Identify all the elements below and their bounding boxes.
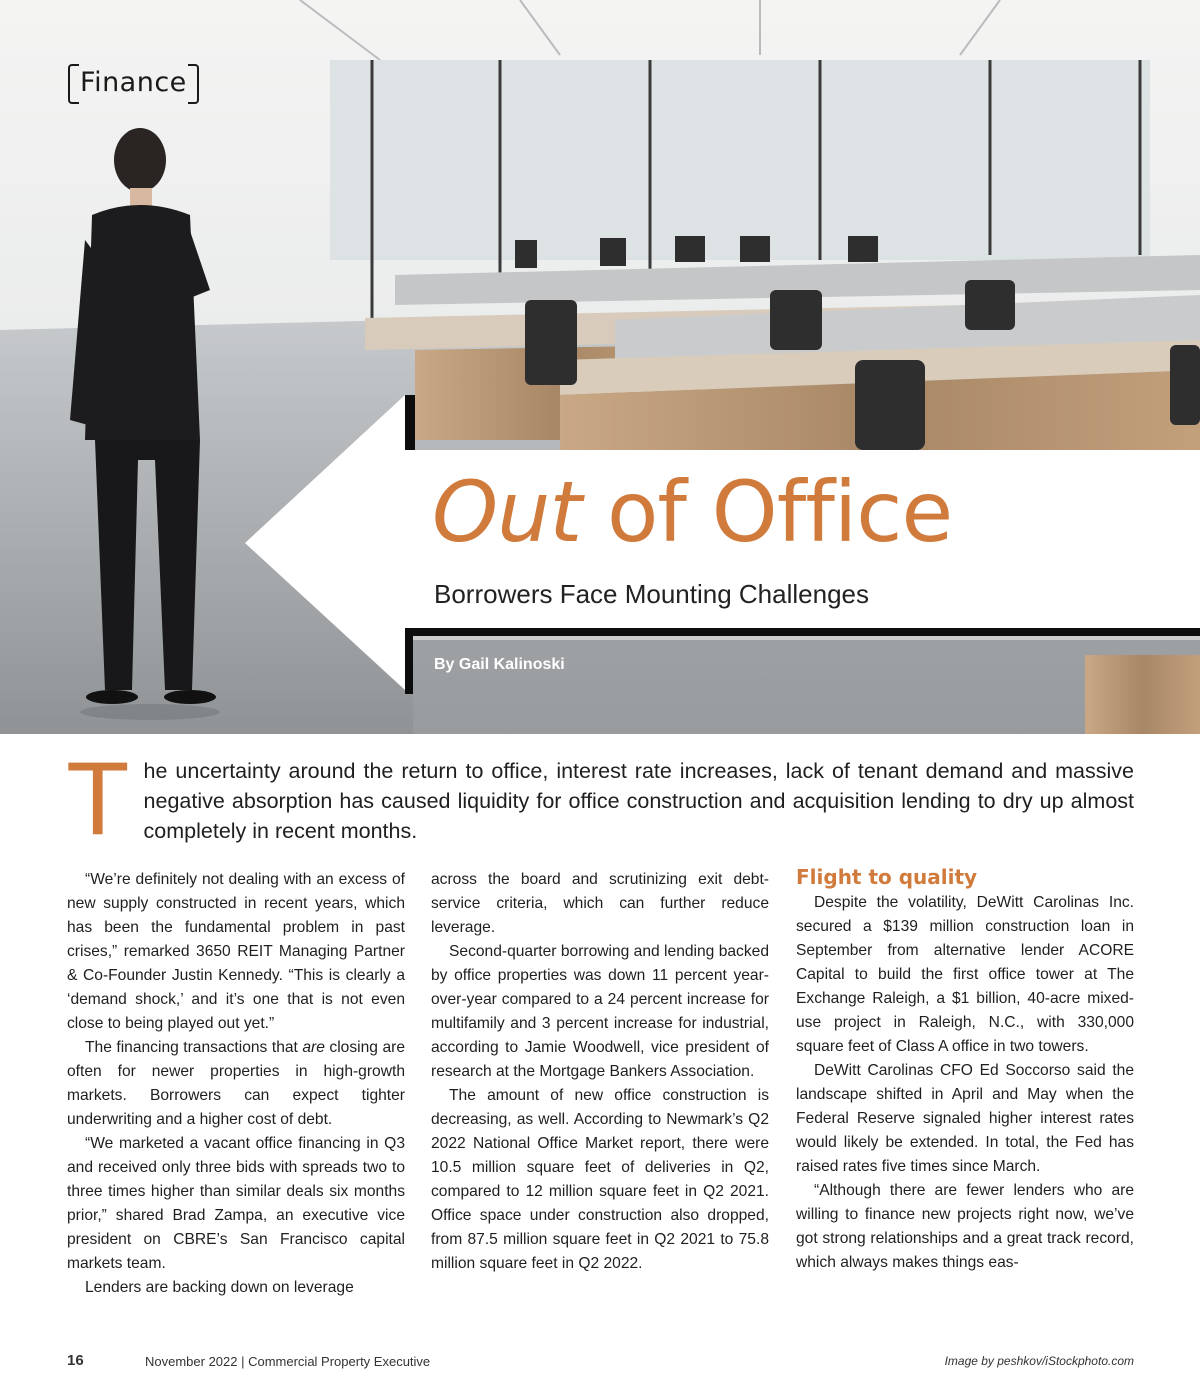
headline-rest: of Office — [581, 463, 953, 561]
article-column-3 — [796, 865, 1134, 1275]
emphasis: are — [302, 1039, 325, 1056]
article-column-2 — [431, 868, 769, 1276]
drop-cap: T — [66, 741, 130, 857]
publication-line: November 2022 | Commercial Property Executive — [145, 1354, 431, 1369]
paragraph: The financing transactions that are closing are often for newer properties in high-growth markets. Borrowers can expect tighter underwriting and a higher cost of debt. — [67, 1039, 405, 1128]
lede-text: he uncertainty around the return to office, interest rate increases, lack of tenant demand and massive negative absorption has caused liquidity for office construction and acquisition lending to dry up almost completely in recent months. — [143, 759, 1134, 843]
paragraph: Second-quarter borrowing and lending backed by office properties was down 11 percent year-over-year compared to a 24 percent increase for multifamily and 3 percent increase for industrial, according to Jamie Woodwell, vice president of research at the Mortgage Bankers Association. — [431, 943, 769, 1080]
byline: By Gail Kalinoski — [434, 656, 565, 673]
image-credit: Image by peshkov/iStockphoto.com — [944, 1354, 1134, 1368]
headline — [432, 462, 952, 562]
section-tag: Finance — [68, 64, 199, 102]
paragraph: Despite the volatility, DeWitt Carolinas Inc. secured a $139 million construction loan in September from alternative lender ACORE Capital to build the first office tower at The Exchange Raleigh, a $1 billion, 40-acre mixed-use project in Raleigh, N.C., with 330,000 square feet of Class A office in two towers. — [796, 894, 1134, 1055]
paragraph: DeWitt Carolinas CFO Ed Soccorso said the landscape shifted in April and May when the Federal Reserve signaled higher interest rates would likely be extended. In total, the Fed has raised rates five times since March. — [796, 1062, 1134, 1175]
paragraph: Lenders are backing down on leverage — [85, 1279, 354, 1296]
article-column-1 — [67, 868, 405, 1300]
paragraph: “Although there are fewer lenders who are willing to finance new projects right now, we’ve got strong relationships and a great track record, which always makes things eas- — [796, 1182, 1134, 1271]
lede-paragraph — [66, 741, 1134, 857]
paragraph: “We’re definitely not dealing with an excess of new supply constructed in recent years, which has been the fundamental problem in past crises,” remarked 3650 REIT Managing Partner & Co-Founder Justin Kennedy. “This is clearly a ‘demand shock,’ and it’s one that is not even close to being played out yet.” — [67, 871, 405, 1032]
section-heading: Flight to quality — [796, 865, 978, 889]
headline-emphasis: Out — [432, 463, 582, 561]
paragraph: The amount of new office construction is decreasing, as well. According to Newmark’s Q2 2022 National Office Market report, there were 10.5 million square feet of deliveries in Q2, compared to 12 million square feet in Q2 2021. Office space under construction also dropped, from 87.5 million square feet in Q2 2021 to 75.8 million square feet in Q2 2022. — [431, 1087, 769, 1272]
subheadline: Borrowers Face Mounting Challenges — [434, 579, 869, 609]
paragraph: across the board and scrutinizing exit debt-service criteria, which can further reduce leverage. — [431, 871, 769, 936]
paragraph: “We marketed a vacant office financing in Q3 and received only three bids with spreads two to three times higher than similar deals six months prior,” shared Brad Zampa, an executive vice president on CBRE’s San Francisco capital markets team. — [67, 1135, 405, 1272]
page-number: 16 — [67, 1352, 84, 1369]
